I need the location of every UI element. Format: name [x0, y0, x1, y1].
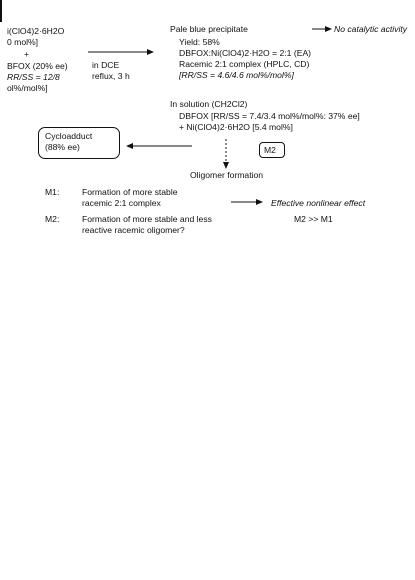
- effective-label: Effective nonlinear effect: [271, 198, 366, 208]
- m1-line1: Formation of more stable: [82, 187, 178, 197]
- precipitate-rrss: [RR/SS = 4.6/4.6 mol%/mol%]: [179, 70, 294, 80]
- condition-reflux: reflux, 3 h: [92, 71, 130, 81]
- m1-line2: racemic 2:1 complex: [82, 198, 161, 208]
- precipitate-title: Pale blue precipitate: [170, 24, 248, 34]
- m2-vs-m1: M2 >> M1: [294, 214, 333, 224]
- precipitate-ratio: DBFOX:Ni(ClO4)2·H2O = 2:1 (EA): [179, 48, 312, 58]
- left-units: ol%/mol%]: [7, 83, 48, 93]
- precipitate-yield: Yield: 58%: [179, 37, 220, 47]
- m2-badge: [259, 142, 285, 158]
- m1-label: M1:: [45, 187, 60, 197]
- left-ni-salt: i(ClO4)2·6H2O: [7, 26, 65, 36]
- solution-dbfox: DBFOX [RR/SS = 7.4/3.4 mol%/mol%: 37% ee]: [179, 111, 360, 121]
- precipitate-racemic: Racemic 2:1 complex (HPLC, CD): [179, 59, 310, 69]
- solution-title: In solution (CH2Cl2): [170, 99, 248, 109]
- left-rrss: RR/SS = 12/8: [7, 72, 60, 82]
- cycloadduct-box: [38, 127, 120, 159]
- solution-ni: + Ni(ClO4)2·6H2O [5.4 mol%]: [179, 122, 293, 132]
- no-activity-label: No catalytic activity: [334, 24, 408, 34]
- left-dbfox: BFOX (20% ee): [7, 61, 68, 71]
- m2-line1: Formation of more stable and less: [82, 214, 212, 224]
- oligomer-label: Oligomer formation: [190, 170, 264, 180]
- left-plus: +: [24, 49, 30, 59]
- cycloadduct-label: Cycloadduct: [45, 131, 93, 141]
- m2-label: M2:: [45, 214, 60, 224]
- cycloadduct-ee: (88% ee): [45, 142, 80, 152]
- m2-badge-label: M2: [264, 145, 276, 155]
- condition-solvent: in DCE: [92, 60, 120, 70]
- left-ni-amount: 0 mol%]: [7, 37, 39, 47]
- m2-line2: reactive racemic oligomer?: [82, 225, 185, 235]
